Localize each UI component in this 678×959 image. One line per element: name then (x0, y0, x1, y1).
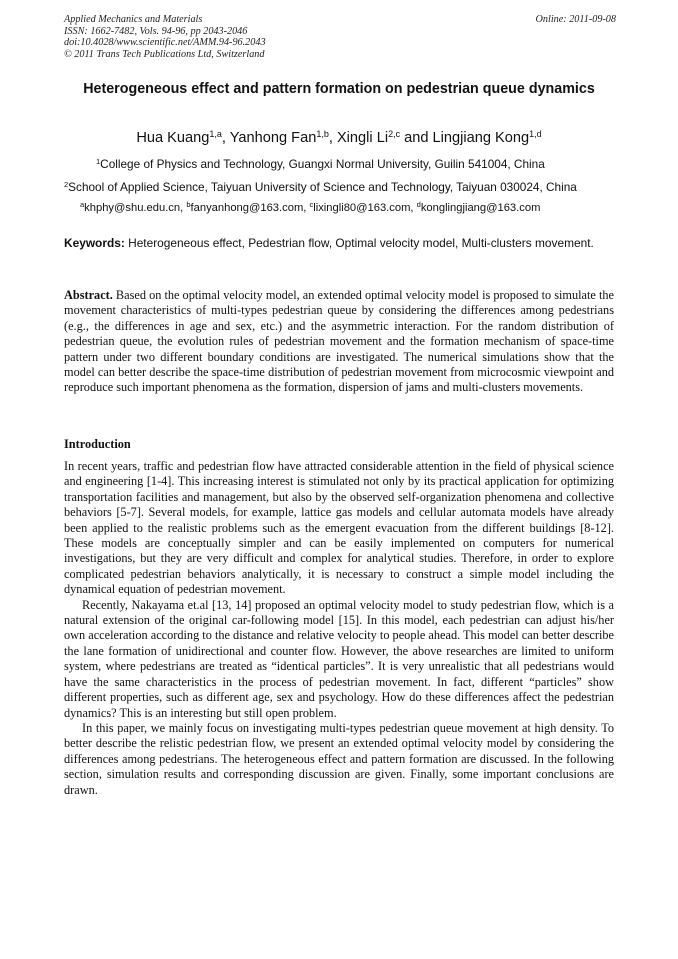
affiliation-2 (64, 180, 577, 194)
keywords-section (64, 236, 614, 252)
email-address: khphy@shu.edu.cn, (84, 202, 187, 214)
body-paragraph: Recently, Nakayama et.al [13, 14] proposed an optimal velocity model to study pedestrian flow, which is a natural extension of the original car-following model [15]. In this model, each pedestrian can adjust his/her own acceleration according to the distance and relative velocity to people ahead. This model can better describe the lane formation of unidirectional and counter flow. However, the above researches are limited to uniform system, where pedestrians are treated as “identical particles”. It is very unrealistic that all pedestrians would have the same characteristics in the process of pedestrian movement. In fact, different “particles” show different properties, such as different age, sex and psychology. How do these differences affect the pedestrian dynamics? This is an interesting but still open problem. (64, 597, 614, 720)
author-superscript: 1,a (209, 129, 222, 139)
email-address: fanyanhong@163.com, (190, 202, 310, 214)
email-superscript: c (309, 200, 314, 209)
author-superscript: 1,d (529, 129, 542, 139)
abstract-text: Based on the optimal velocity model, an extended optimal velocity model is proposed to simulate the movement characteristics of multi-types pedestrian queue by considering the differences among pedestrians (e.g., the differences in age and sex, etc.) and the asymmetric interaction. For the random distribution of pedestrian queue, the evolution rules of pedestrian movement and the formation mechanism of space-time pattern under two different boundary conditions are investigated. The numerical simulations show that the model can better describe the space-time distribution of pedestrian movement from microcosmic viewpoint and reproduce such important phenomena as the formation, dispersion of jams and multi-clusters movements. (64, 288, 614, 395)
keywords-text: Heterogeneous effect, Pedestrian flow, Optimal velocity model, Multi-clusters movement. (124, 236, 594, 250)
introduction-body (64, 459, 614, 798)
body-paragraph: In this paper, we mainly focus on investigating multi-types pedestrian queue movement at high density. To better describe the relistic pedestrian flow, we present an extended optimal velocity model by considering the differences among pedestrians. The heterogeneous effect and pattern formation are discussed. In the following section, simulation results and corresponding discussion are given. Finally, some important conclusions are drawn. (64, 720, 614, 797)
journal-name: Applied Mechanics and Materials (64, 14, 203, 25)
author-superscript: 1,b (316, 129, 329, 139)
keywords-label: Keywords: (64, 236, 125, 250)
email-superscript: a (80, 200, 85, 209)
doi-line: doi:10.4028/www.scientific.net/AMM.94-96.2043 (64, 37, 266, 49)
affiliation-superscript: 1 (96, 157, 101, 166)
author-separator: , (328, 130, 337, 146)
introduction-heading: Introduction (64, 437, 131, 451)
email-line (80, 202, 540, 214)
author-list (0, 129, 678, 147)
copyright-line: © 2011 Trans Tech Publications Ltd, Switzerland (64, 48, 265, 60)
affiliation-1 (96, 157, 545, 171)
email-superscript: d (416, 200, 421, 209)
affiliation-superscript: 2 (64, 180, 69, 189)
body-paragraph: In recent years, traffic and pedestrian flow have attracted considerable attention in the field of physical science and engineering [1-4]. This increasing interest is stimulated not only by its practical application for optimizing transportation facilities and management, but also by the observed self-organization phenomena and collective behaviors [5-7]. Several models, for example, lattice gas models and cellular automata models have already been applied to the realistic problems such as the emergent evacuation from the different buildings [8-12]. These models are conceptually simpler and can be easily implemented on computers for numerical investigations, but they are very difficult and complex for analytical studies. Therefore, in order to explore complicated pedestrian behaviors analytically, it is necessary to construct a simple model including the dynamical equation of pedestrian movement. (64, 459, 614, 597)
online-date: Online: 2011-09-08 (535, 14, 616, 25)
abstract-label: Abstract. (64, 288, 113, 302)
journal-header (64, 14, 616, 60)
author-name: Lingjiang Kong (432, 130, 530, 146)
author-superscript: 2,c (388, 129, 401, 139)
author-name: Xingli Li (336, 130, 389, 146)
abstract-section (64, 288, 614, 396)
affiliation-text: College of Physics and Technology, Guangxi Normal University, Guilin 541004, China (100, 157, 545, 171)
author-separator: and (400, 130, 433, 146)
issn-line: ISSN: 1662-7482, Vols. 94-96, pp 2043-2046 (64, 25, 248, 37)
email-address: lixingli80@163.com, (313, 202, 417, 214)
author-name: Hua Kuang (136, 130, 210, 146)
affiliation-text: School of Applied Science, Taiyuan University of Science and Technology, Taiyuan 030024, China (68, 180, 577, 194)
author-separator: , (221, 130, 230, 146)
author-name: Yanhong Fan (229, 130, 317, 146)
email-address: konglingjiang@163.com (420, 202, 541, 214)
email-superscript: b (186, 200, 191, 209)
paper-title: Heterogeneous effect and pattern formation on pedestrian queue dynamics (83, 81, 595, 97)
